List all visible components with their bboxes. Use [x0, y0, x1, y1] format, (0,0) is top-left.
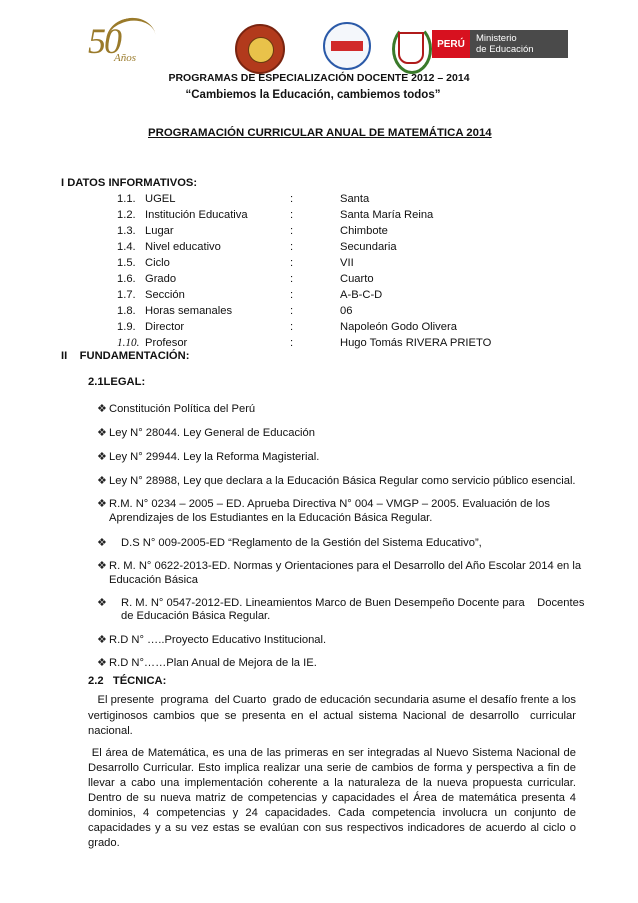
- diamond-bullet-icon: ❖: [97, 597, 108, 609]
- info-row: [0, 193, 638, 207]
- info-label: UGEL: [145, 193, 176, 205]
- info-colon: :: [290, 241, 294, 253]
- info-row: [0, 273, 638, 287]
- info-num: 1.9.: [117, 321, 136, 333]
- legal-item: ❖ R.D N° …..Proyecto Educativo Institucional.: [97, 634, 327, 646]
- peru-coat-of-arms-icon: [392, 24, 426, 68]
- info-value: Napoleón Godo Olivera: [340, 321, 457, 333]
- legal-item: ❖ Constitución Política del Perú: [97, 403, 256, 415]
- info-num: 1.6.: [117, 273, 136, 285]
- program-header: PROGRAMAS DE ESPECIALIZACIÓN DOCENTE 2012 – 2014: [168, 72, 470, 84]
- technical-paragraph-2: El área de Matemática, es una de las primeras en ser integradas al Nuevo Sistema Nacional de Desarrollo Curricular. Esto implica realizar una serie de cambios de forma y perspectiva a fin de llevar a cabo una implementación coherente a la naturaleza de la nueva propuesta curricular. Dentro de su nueva matriz de competencias y capacidades el Área de matemática presenta 4 dominios, 4 competencias y 24 capacidades. Cada competencia involucra un conjunto de capacidades y a su vez estas se evalúan con sus respectivos indicadores de acuerdo al ciclo o grado.: [88, 747, 580, 849]
- diamond-bullet-icon: ❖: [97, 634, 108, 646]
- diamond-bullet-icon: ❖: [97, 537, 108, 549]
- diamond-bullet-icon: ❖: [97, 403, 108, 415]
- info-colon: :: [290, 273, 294, 285]
- diamond-bullet-icon: ❖: [97, 475, 108, 487]
- info-row: [0, 337, 638, 351]
- info-num: 1.3.: [117, 225, 136, 237]
- info-value: Hugo Tomás RIVERA PRIETO: [340, 337, 492, 349]
- info-colon: :: [290, 337, 294, 349]
- info-label: Nivel educativo: [145, 241, 221, 253]
- info-row: [0, 225, 638, 239]
- ministry-line1: Ministerio: [476, 33, 517, 44]
- info-colon: :: [290, 193, 294, 205]
- document-title: PROGRAMACIÓN CURRICULAR ANUAL DE MATEMÁTICA 2014: [148, 127, 492, 139]
- legal-item: ❖ R. M. N° 0622-2013-ED. Normas y Orientaciones para el Desarrollo del Año Escolar 2014 en la: [97, 560, 582, 572]
- info-label: Grado: [145, 273, 177, 285]
- info-colon: :: [290, 305, 294, 317]
- info-value: Cuarto: [340, 273, 374, 285]
- ministry-logo: [470, 30, 568, 58]
- info-value: Chimbote: [340, 225, 388, 237]
- legal-item: ❖ R.D N°……Plan Anual de Mejora de la IE.: [97, 657, 317, 669]
- info-value: VII: [340, 257, 354, 269]
- info-label: Institución Educativa: [145, 209, 248, 221]
- info-num: 1.7.: [117, 289, 136, 301]
- info-label: Profesor: [145, 337, 188, 349]
- info-row: [0, 305, 638, 319]
- diamond-bullet-icon: ❖: [97, 427, 108, 439]
- ministry-line2: de Educación: [476, 44, 534, 55]
- info-row: [0, 289, 638, 303]
- legal-heading: 2.1LEGAL:: [88, 376, 146, 388]
- info-row: [0, 257, 638, 271]
- legal-item: ❖ R. M. N° 0547-2012-ED. Lineamientos Marco de Buen Desempeño Docente para Docentes: [97, 597, 585, 609]
- technical-paragraph-1: El presente programa del Cuarto grado de educación secundaria asume el desafío frente a los vertiginosos cambios que se presenta en el actual sistema Nacional de desarrollo curricular nacional.: [88, 694, 580, 737]
- info-value: Santa María Reina: [340, 209, 434, 221]
- info-num: 1.4.: [117, 241, 136, 253]
- section-1-heading: I DATOS INFORMATIVOS:: [61, 177, 198, 189]
- info-label: Director: [145, 321, 185, 333]
- university-seal-logo: [235, 24, 285, 74]
- legal-item: ❖ D.S N° 009-2005-ED “Reglamento de la Gestión del Sistema Educativo”,: [97, 537, 482, 549]
- info-num: 1.1.: [117, 193, 136, 205]
- diamond-bullet-icon: ❖: [97, 498, 108, 510]
- info-num: 1.5.: [117, 257, 136, 269]
- legal-item-continuation: de Educación Básica Regular.: [121, 610, 271, 622]
- info-value: A-B-C-D: [340, 289, 383, 301]
- diamond-bullet-icon: ❖: [97, 451, 108, 463]
- info-value: Secundaria: [340, 241, 397, 253]
- info-num: 1.10.: [117, 337, 140, 349]
- legal-item: ❖ Ley N° 28044. Ley General de Educación: [97, 427, 315, 439]
- diamond-bullet-icon: ❖: [97, 560, 108, 572]
- info-value: Santa: [340, 193, 370, 205]
- info-label: Lugar: [145, 225, 174, 237]
- info-row: [0, 321, 638, 335]
- slogan: “Cambiemos la Educación, cambiemos todos”: [185, 89, 441, 101]
- info-colon: :: [290, 289, 294, 301]
- section-2-heading: II FUNDAMENTACIÓN:: [61, 350, 190, 362]
- info-colon: :: [290, 257, 294, 269]
- legal-item: ❖ R.M. N° 0234 – 2005 – ED. Aprueba Directiva N° 004 – VMGP – 2005. Evaluación de los: [97, 498, 550, 510]
- diamond-bullet-icon: ❖: [97, 657, 108, 669]
- info-row: [0, 241, 638, 255]
- logo-50-text: Años: [114, 52, 136, 64]
- legal-item: ❖ Ley N° 28988, Ley que declara a la Educación Básica Regular como servicio público esencial.: [97, 475, 576, 487]
- education-badge-logo: [323, 22, 371, 70]
- legal-item-continuation: Educación Básica: [109, 574, 198, 586]
- info-label: Ciclo: [145, 257, 170, 269]
- legal-item-continuation: Aprendizajes de los Estudiantes en la Educación Básica Regular.: [109, 512, 433, 524]
- peru-brand-logo: PERÚ: [432, 30, 470, 58]
- info-label: Horas semanales: [145, 305, 233, 317]
- anniversary-50-logo: [80, 14, 160, 74]
- technical-heading: 2.2 TÉCNICA:: [88, 675, 167, 687]
- info-colon: :: [290, 225, 294, 237]
- logo-50-number: 50: [88, 21, 120, 61]
- info-value: 06: [340, 305, 353, 317]
- legal-item: ❖ Ley N° 29944. Ley la Reforma Magisterial.: [97, 451, 320, 463]
- info-colon: :: [290, 209, 294, 221]
- info-colon: :: [290, 321, 294, 333]
- info-num: 1.2.: [117, 209, 136, 221]
- info-num: 1.8.: [117, 305, 136, 317]
- info-label: Sección: [145, 289, 185, 301]
- info-row: [0, 209, 638, 223]
